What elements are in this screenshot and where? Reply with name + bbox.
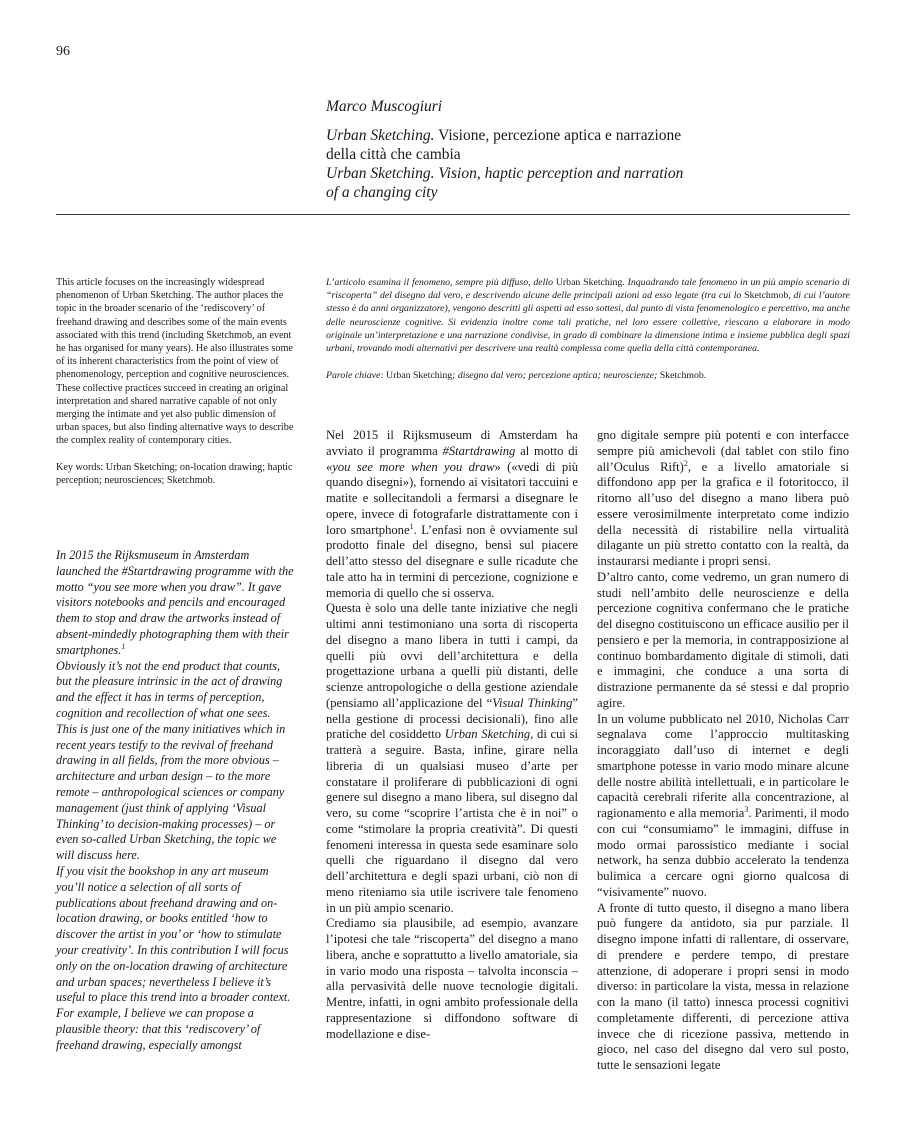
keywords-italian: [326, 369, 850, 382]
body-text-seg: , e a livello amatoriale si diffondono app per la grafica e il fotoritocco, il ritorno all’uso del disegno a mano libera può essere verosimilmente interpretato come indizio della necessità di ristabilire nella virtualità dilagante un più stretto contatto con la realtà, da instaurarsi mediante i propri sensi.: [597, 459, 849, 568]
body-text-seg: . L’enfasi non è ovviamente sul prodotto finale del disegno, bensì sul piacere dell’atto stesso del disegnare e sulle ricadute che tale atto ha in termini di percezione, cognizione e memoria di quello che si osserva.: [326, 522, 578, 600]
english-paragraph: For example, I believe we can propose a plausible theory: that this ‘rediscovery’ of freehand drawing, especially amongst: [56, 1006, 261, 1052]
keywords-it-seg: Parole chiave:: [326, 370, 387, 382]
english-paragraph: Obviously it’s not the end product that counts, but the pleasure intrinsic in the act of drawing and the effect it has in terms of perception, cognition and recollection of what one sees.: [56, 658, 283, 720]
footnote-ref: 3: [744, 804, 749, 814]
footnote-ref: 1: [409, 521, 414, 531]
body-paragraph: [597, 712, 849, 901]
abstract-italian-text: [326, 276, 850, 355]
body-paragraph: Crediamo sia plausibile, ad esempio, avanzare l’ipotesi che tale “riscoperta” del disegno a mano libera, anche e soprattutto a livello amatoriale, sia in vario modo una risposta – talvolta inconscia – alla pervasività delle nuove tecnologie digitali. Mentre, infatti, in ogni ambito professionale della rappresentazione si diffondono software di modellazione e dise-: [326, 916, 578, 1041]
title-english-line1: Urban Sketching. Vision, haptic perception and narration: [326, 165, 684, 182]
abstract-english-text: This article focuses on the increasingly widespread phenomenon of Urban Sketching. The author places the topic in the broader scenario of the ‘rediscovery’ of freehand drawing and describes some of the main events associated with this trend (including Sketchmob, an event he has organised for many years). He also illustrates some of its inherent characteristics from the point of view of phenomenology, perception and cognitive neurosciences. These collective practices succeed in creating an original interpretation and shared narrative capable of not only merging the intimate and yet also public dimension of urban spaces, but also finding alternative ways to describe the complex reality of contemporary cities.: [56, 277, 294, 447]
title-italian-italic: Urban Sketching.: [326, 127, 435, 144]
abstract-it-seg: , di cui l’autore stesso è da anni organizzatore), vengono descritti gli aspetti ad esso sottesi, dal punto di vista fenomenologico e percettivo, ma anche delle neuroscienze cognitive. Si evidenzia inoltre come tali pratiche, nel loro essere collettive, riescano a elaborare in modo originale un’interpretazione e una narrazione condivise, in grado di combinare la dimensione intima e insieme pubblica degli spazi urbani, trovando modi alternativi per descrivere una realtà complessa come quella della città contemporanea.: [326, 290, 850, 355]
keywords-it-seg: ; disegno dal vero; percezione aptica; neuroscienze;: [452, 370, 660, 382]
body-text-seg: you see more when you draw: [332, 459, 495, 474]
english-paragraph: If you visit the bookshop in any art museum you’ll notice a selection of all sorts of publications about freehand drawing and on-location drawing, or books entitled ‘how to discover the artist in you’ or ‘how to stimulate your creativity’. In this contribution I will focus only on the on-location drawing of architecture and urban spaces; nevertheless I believe it’s useful to place this trend into a broader context.: [56, 863, 291, 1005]
body-paragraph: [597, 428, 849, 570]
body-text-seg: , di cui si tratterà a seguire. Basta, infine, girare nella libreria di un qualsiasi museo d’arte per constatare il proliferare di pubblicazioni di ogni genere sul disegno a mano libera, sul disegno dal vero, su come “scoprire l’artista che è in noi” o come “stimolare la propria creatività”. Di questi fenomeni interessa in questa sede esaminare solo quelli che riguardano il disegno dal vero dell’architettura e degli spazi urbani, ciò non di meno riteniamo sia utile iscrivere tale fenomeno in un più ampio scenario.: [326, 727, 578, 915]
body-paragraph: A fronte di tutto questo, il disegno a mano libera può fungere da antidoto, sia pur parziale. Il disegno impone infatti di rallentare, di osservare, di prendere e perdere tempo, di prestare attenzione, di adoperare i propri sensi in modo diverso: in particolare la vista, messa in relazione con la mano (il tatto) innesca processi cognitivi completamente differenti, di percezione attiva invece che di ricezione passiva, mettendo in gioco, nel caso del disegno dal vero sul posto, tutte le sensazioni legate: [597, 900, 849, 1072]
footnote-ref: 2: [683, 458, 688, 468]
body-text-seg: al motto di «: [326, 443, 578, 474]
abstract-it-seg: L’articolo esamina il fenomeno, sempre più diffuso, dello: [326, 277, 556, 288]
english-summary-column: [56, 548, 296, 1054]
keywords-it-seg: Urban Sketching: [386, 370, 453, 382]
english-text-seg: In 2015 the Rijksmuseum in Amsterdam launched the #Startdrawing programme with the motto “you see more when you draw”. It gave visitors notebooks and pencils and encouraged them to stop and draw the artworks instead of absent-mindedly photographing them with their smartphones.: [56, 548, 294, 657]
body-text-seg: ” nella gestione di processi decisionali), fino alle pratiche del cosiddetto: [326, 695, 579, 742]
keywords-it-seg: .: [703, 370, 707, 382]
body-text-seg: » («vedi di più quando disegni»), fornendo ai visitatori taccuini e matite e sollecitandoli a fermarsi a disegnare le opere, invece di fotografarle distrattamente con i loro smartphone: [326, 459, 578, 537]
body-paragraph: [326, 428, 578, 601]
body-text-seg: Questa è solo una delle tante iniziative che negli ultimi anni testimoniano una sorta di riscoperta del disegno a mano libera in tutti i campi, da quelli più ovvi dell’architettura e della progettazione urbana a quelli più distanti, delle scienze antropologiche o della gestione aziendale (pensiamo all’applicazione del “: [326, 601, 578, 710]
english-paragraph: [56, 548, 296, 659]
abstract-it-seg: . Inquadrando tale fenomeno in un più ampio scenario di “riscoperta” del disegno dal vero, e descrivendo alcune delle principali azioni ad esso legate (tra cui lo: [326, 277, 850, 302]
author-name: Marco Muscogiuri: [326, 98, 443, 115]
keywords-it-seg: Sketchmob: [659, 370, 704, 382]
body-column-1: [326, 428, 578, 1042]
body-text-seg: Visual Thinking: [492, 695, 573, 710]
title-english-line2: of a changing city: [326, 184, 438, 201]
body-text-seg: #Startdrawing: [442, 443, 516, 458]
page-number: 96: [56, 44, 70, 59]
title-italian: [326, 126, 846, 145]
body-text-seg: Nel 2015 il Rijksmuseum di Amsterdam ha avviato il programma: [326, 428, 578, 458]
abstract-english: [56, 276, 296, 487]
english-paragraph: This is just one of the many initiatives which in recent years testify to the revival of freehand drawing in all fields, from the more obvious – architecture and urban design – to the more remote – anthropological sciences or company management (just think of applying ‘Visual Thinking’ to decision-making processes) – or even so-called Urban Sketching, the topic we will discuss here.: [56, 721, 286, 863]
body-text-seg: . Parimenti, il modo con cui “consumiamo” le immagini, diffuse in modo ormai parossistico mediante i social network, ha senza dubbio accelerato la tendenza bulimica a cercare ogni giorno qualcosa di “visivamente” nuovo.: [597, 806, 849, 899]
body-text-seg: gno digitale sempre più potenti e con interfacce sempre più amichevoli (dal tablet con stilo fino all’Oculus Rift): [597, 428, 849, 474]
body-text-seg: Urban Sketching: [444, 727, 531, 742]
abstract-italian: [326, 276, 850, 382]
header-divider: [56, 214, 850, 215]
body-column-2: [597, 428, 849, 1074]
article-header: [326, 98, 846, 202]
keywords-english: Key words: Urban Sketching; on-location drawing; haptic perception; neurosciences; Sketchmob.: [56, 461, 293, 486]
body-text-seg: In un volume pubblicato nel 2010, Nicholas Carr segnalava come l’approccio multitasking incoraggiato dall’uso di internet e degli smartphone potesse in vario modo minare alcune delle nostre abilità intellettuali, e in particolare le capacità cerebrali riferite alla concentrazione, al ragionamento e alla memoria: [597, 711, 849, 820]
footnote-ref: 1: [121, 641, 126, 651]
abstract-it-seg: Urban Sketching: [555, 277, 623, 288]
body-paragraph: D’altro canto, come vedremo, un gran numero di studi nell’ambito delle neuroscienze e della percezione cognitiva confermano che le pratiche del disegno costituiscono un efficace ausilio per il pensiero e per la memoria, in contrapposizione al continuo bombardamento digitale di stimoli, dati e immagini, che conduce a una sorta di distrazione permanente da sé stessi e dal proprio agire.: [597, 569, 849, 710]
title-italian-rest: Visione, percezione aptica e narrazione: [434, 127, 682, 144]
abstract-it-seg: Sketchmob: [744, 290, 789, 302]
title-italian-line2: della città che cambia: [326, 146, 461, 163]
body-paragraph: [326, 601, 578, 916]
